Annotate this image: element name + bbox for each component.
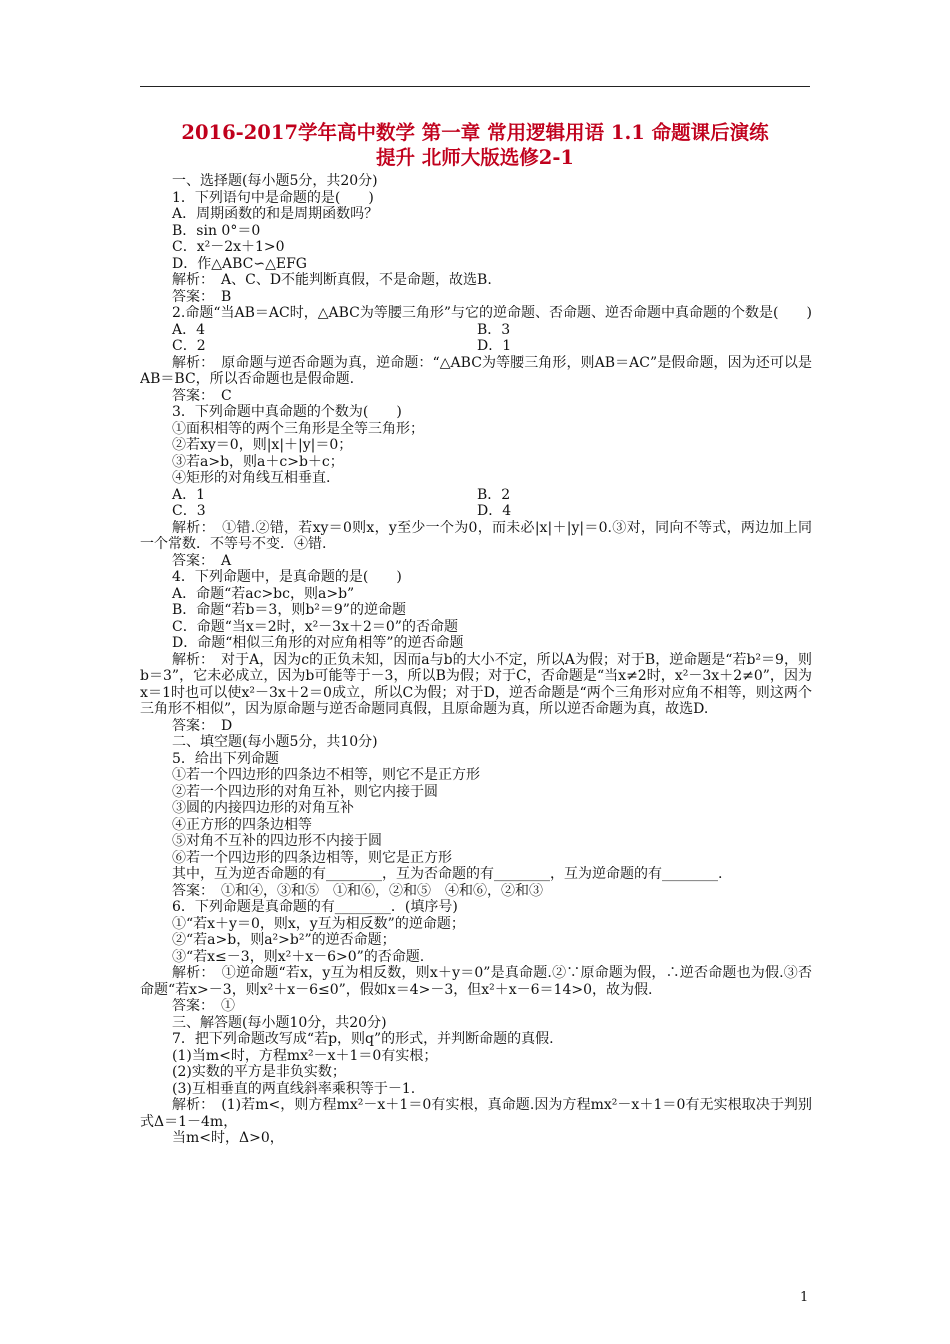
text-line: ②若一个四边形的对角互补，则它内接于圆: [172, 783, 438, 800]
text-line: ④矩形的对角线互相垂直.: [172, 470, 331, 486]
text-line: B．sin 0°＝0: [172, 222, 261, 239]
text-line: 6．下列命题是真命题的有________．(填序号): [172, 899, 458, 915]
option-cell: A．4: [172, 321, 206, 338]
option-cell: C．2: [172, 338, 206, 354]
text-line: ⑤对角不互补的四边形不内接于圆: [172, 833, 382, 849]
text-line: 答案： ①和④，③和⑤ ①和⑥，②和⑤ ④和⑥，②和③: [172, 882, 543, 899]
text-line: 解析： 对于A，因为c的正负未知，因而a与b的大小不定，所以A为假；对于B，逆命题是“若b²＝9，则b＝3”，它未必成立，因为b可能等于－3，所以B为假；对于C，否命题是“当x≠2时，x²－3x＋2≠0”，因为x＝1时也可以使x²－3x＋2＝0成立，所以C为假；对于D，逆否命题是“两个三角形对应角不相等，则这两个三角形不相似”，因为原命题与逆否命题同真假，且原命题为真，所以逆否命题为真，故选D.: [140, 651, 812, 717]
text-line: 答案： D: [172, 717, 233, 734]
text-line: C．x²－2x＋1>0: [172, 239, 285, 255]
document-title-line-2: 提升 北师大版选修2-1: [375, 146, 575, 169]
text-line: 解析： ①错.②错，若xy＝0则x，y至少一个为0，而未必|x|＋|y|＝0.③对，同向不等式，两边加上同一个常数．不等号不变．④错.: [140, 519, 812, 552]
text-line: 3．下列命题中真命题的个数为( ): [172, 404, 402, 420]
text-line: 三、解答题(每小题10分，共20分): [172, 1014, 387, 1031]
text-line: ①面积相等的两个三角形是全等三角形；: [172, 420, 424, 437]
text-line: 4．下列命题中，是真命题的是( ): [172, 569, 402, 585]
text-line: 答案： ①: [172, 998, 235, 1014]
text-line: 2.命题“当AB＝AC时，△ABC为等腰三角形”与它的逆命题、否命题、逆否命题中真命题的个数是( ): [172, 305, 812, 321]
document-body: [140, 173, 812, 1147]
option-cell: B．3: [477, 321, 511, 338]
text-line: 当m<时，Δ>0，: [172, 1130, 284, 1146]
text-line: ③若a>b，则a＋c>b＋c；: [172, 453, 344, 470]
text-line: (3)互相垂直的两直线斜率乘积等于－1.: [172, 1080, 416, 1097]
text-line: ③圆的内接四边形的对角互补: [172, 800, 354, 816]
text-line: (2)实数的平方是非负实数；: [172, 1064, 346, 1080]
header-rule: [140, 86, 810, 87]
text-line: D．命题“相似三角形的对应角相等”的逆否命题: [172, 635, 464, 651]
text-line: [140, 322, 812, 339]
text-line: A．周期函数的和是周期函数吗？: [172, 206, 379, 222]
text-line: ⑥若一个四边形的四条边相等，则它是正方形: [172, 849, 452, 866]
text-line: 7．把下列命题改写成“若p，则q”的形式，并判断命题的真假.: [172, 1031, 554, 1047]
text-line: [140, 487, 812, 504]
text-line: 二、填空题(每小题5分，共10分): [172, 734, 378, 750]
text-line: ①若一个四边形的四条边不相等，则它不是正方形: [172, 767, 480, 783]
document-title-line-1: 2016-2017学年高中数学 第一章 常用逻辑用语 1.1 命题课后演练: [181, 121, 769, 144]
text-line: 答案： B: [172, 288, 232, 305]
text-line: B．命题“若b＝3，则b²＝9”的逆命题: [172, 602, 406, 618]
option-cell: D．1: [477, 338, 512, 354]
text-line: ②“若a>b，则a²>b²”的逆否命题；: [172, 932, 396, 948]
text-line: 答案： C: [172, 387, 232, 404]
text-line: C．命题“当x＝2时，x²－3x＋2＝0”的否命题: [172, 618, 458, 635]
text-line: 解析： ①逆命题“若x，y互为相反数，则x＋y＝0”是真命题.②∵原命题为假，∴逆否命题也为假.③否命题“若x>－3，则x²＋x－6≤0”，假如x＝4>－3，但x²＋x－6＝14>0，故为假.: [140, 965, 812, 998]
text-line: ①“若x＋y＝0，则x，y互为相反数”的逆命题；: [172, 915, 465, 932]
text-line: ③“若x≤－3，则x²＋x－6>0”的否命题.: [172, 948, 425, 965]
text-line: 解析： A、C、D不能判断真假，不是命题，故选B.: [172, 272, 492, 288]
text-line: 答案： A: [172, 552, 232, 569]
text-line: 其中，互为逆否命题的有________，互为否命题的有________，互为逆命题的有________.: [172, 866, 723, 882]
text-line: ②若xy＝0，则|x|＋|y|＝0；: [172, 437, 353, 453]
page-number: 1: [800, 1290, 809, 1305]
text-line: ④正方形的四条边相等: [172, 816, 312, 833]
text-line: D．作△ABC∽△EFG: [172, 255, 307, 272]
option-cell: D．4: [477, 503, 512, 519]
text-line: (1)当m<时，方程mx²－x＋1＝0有实根；: [172, 1047, 438, 1064]
option-cell: C．3: [172, 503, 206, 519]
option-cell: B．2: [477, 486, 511, 503]
text-line: 解析： 原命题与逆否命题为真，逆命题：“△ABC为等腰三角形，则AB＝AC”是假命题，因为还可以是AB＝BC，所以否命题也是假命题.: [140, 354, 812, 387]
option-cell: A．1: [172, 486, 206, 503]
text-line: A．命题“若ac>bc，则a>b”: [172, 585, 355, 602]
text-line: 解析： (1)若m<，则方程mx²－x＋1＝0有实根，真命题.因为方程mx²－x＋1＝0有无实根取决于判别式Δ＝1－4m，: [140, 1097, 812, 1130]
text-line: 5．给出下列命题: [172, 750, 279, 767]
text-line: [140, 503, 812, 520]
text-line: 一、选择题(每小题5分，共20分): [172, 173, 378, 189]
text-line: [140, 338, 812, 355]
text-line: 1．下列语句中是命题的是( ): [172, 189, 374, 206]
